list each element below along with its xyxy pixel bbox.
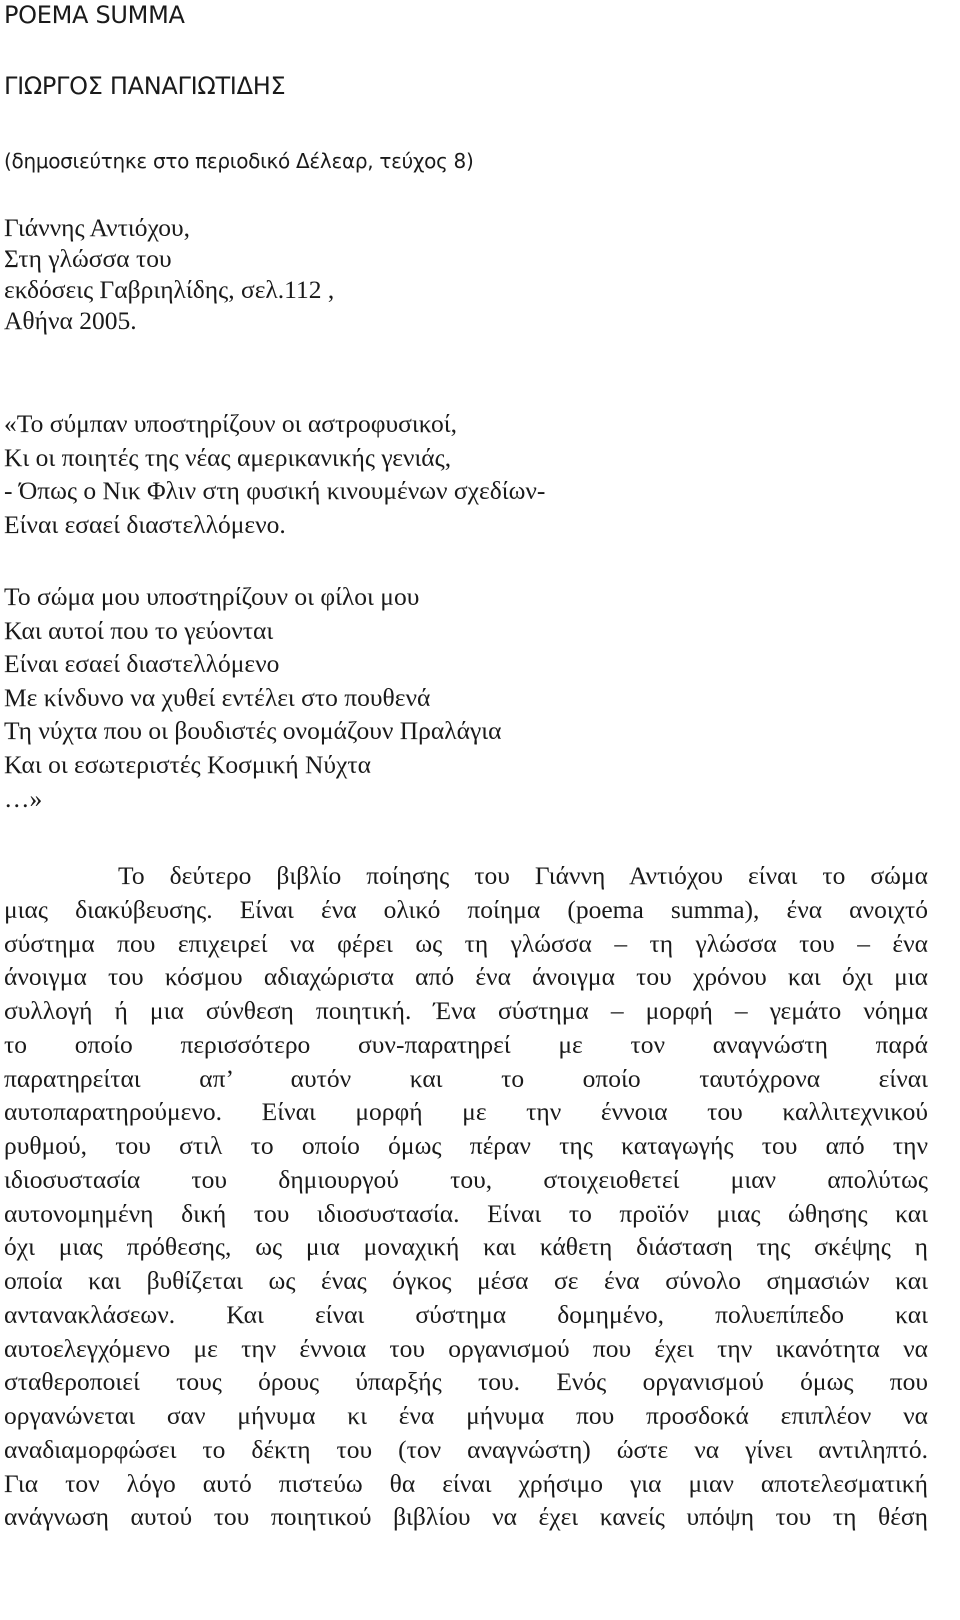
poem-line: Είναι εσαεί διαστελλόμενο	[4, 649, 280, 679]
essay-line: αυτοπαρατηρούμενο. Είναι μορφή με την έννοια του καλλιτεχνικού	[4, 1097, 928, 1127]
poem-line: «Το σύμπαν υποστηρίζουν οι αστροφυσικοί,	[4, 409, 457, 438]
essay-line: άνοιγμα του κόσμου αδιαχώριστα από ένα άνοιγμα του χρόνου και όχι μια	[4, 962, 928, 992]
essay-line: αυτονομημένη δική του ιδιοσυστασία. Είναι το προϊόν μιας ώθησης και	[4, 1198, 928, 1228]
essay-line: οργανώνεται σαν μήνυμα κι ένα μήνυμα που προσδοκά επιπλέον να	[4, 1401, 928, 1430]
essay-line: όχι μιας πρόθεσης, ως μια μοναχική και κάθετη διάσταση της σκέψης η	[4, 1232, 928, 1262]
essay-line: ρυθμού, του στιλ το οποίο όμως πέραν της καταγωγής του από την	[4, 1131, 928, 1160]
essay-line: Για τον λόγο αυτό πιστεύω θα είναι χρήσιμο για μιαν αποτελεσματική	[4, 1468, 928, 1498]
poem-line: - Όπως ο Νικ Φλιν στη φυσική κινουμένων σχεδίων-	[4, 476, 546, 506]
citation-line: Γιάννης Αντιόχου,	[4, 213, 190, 242]
essay-line: αυτοελεγχόμενο με την έννοια του οργανισμού που έχει την ικανότητα να	[4, 1333, 928, 1363]
poem-line: Και αυτοί που το γεύονται	[4, 615, 274, 645]
essay-line: Το δεύτερο βιβλίο ποίησης του Γιάννη Αντιόχου είναι το σώμα	[118, 861, 928, 890]
essay-line: μιας διακύβευσης. Είναι ένα ολικό ποίημα (poema summa), ένα ανοιχτό	[4, 894, 928, 924]
essay-line: οποία και βυθίζεται ως ένας όγκος μέσα σε ένα σύνολο σημασιών και	[4, 1266, 928, 1295]
author-name: ΓΙΩΡΓΟΣ ΠΑΝΑΓΙΩΤΙΔΗΣ	[4, 72, 286, 100]
poem-line: Τη νύχτα που οι βουδιστές ονομάζουν Πραλάγια	[4, 716, 502, 746]
citation-line: εκδόσεις Γαβριηλίδης, σελ.112 ,	[4, 275, 335, 304]
essay-line: το οποίο περισσότερο συν-παρατηρεί με τον αναγνώστη παρά	[4, 1029, 928, 1059]
citation-line: Αθήνα 2005.	[4, 306, 137, 335]
essay-line: σταθεροποιεί τους όρους ύπαρξής του. Ενός οργανισμού όμως που	[4, 1367, 928, 1397]
poem-line: …»	[4, 783, 43, 813]
essay-line: σύστημα που επιχειρεί να φέρει ως τη γλώσσα – τη γλώσσα του – ένα	[4, 928, 928, 958]
essay-line: ανάγνωση αυτού του ποιητικού βιβλίου να έχει κανείς υπόψη του τη θέση	[4, 1502, 928, 1532]
essay-line: συλλογή ή μια σύνθεση ποιητική. Ένα σύστημα – μορφή – γεμάτο νόημα	[4, 996, 928, 1025]
document-title: ΡΟΕΜΑ SUMMA	[4, 1, 185, 29]
essay-line: αντανακλάσεων. Και είναι σύστημα δομημένο, πολυεπίπεδο και	[4, 1299, 928, 1329]
poem-line: Και οι εσωτεριστές Κοσμική Νύχτα	[4, 749, 371, 779]
poem-line: Με κίνδυνο να χυθεί εντέλει στο πουθενά	[4, 682, 431, 712]
poem-stanza-2	[4, 580, 501, 815]
essay-paragraph	[4, 859, 928, 1534]
poem-line: Το σώμα μου υποστηρίζουν οι φίλοι μου	[4, 582, 420, 611]
publication-note: (δημοσιεύτηκε στο περιοδικό Δέλεαρ, τεύχος 8)	[4, 149, 474, 173]
essay-line: ιδιοσυστασία του δημιουργού του, στοιχειοθετεί μιαν απολύτως	[4, 1164, 928, 1194]
poem-line: Κι οι ποιητές της νέας αμερικανικής γενιάς,	[4, 442, 452, 472]
essay-line: αναδιαμορφώσει το δέκτη του (τον αναγνώστη) ώστε να γίνει αντιληπτό.	[4, 1434, 928, 1464]
book-citation	[4, 212, 334, 336]
citation-line: Στη γλώσσα του	[4, 244, 172, 273]
poem-line: Είναι εσαεί διαστελλόμενο.	[4, 509, 286, 539]
poem-stanza-1	[4, 407, 545, 541]
essay-line: παρατηρείται απ’ αυτόν και το οποίο ταυτόχρονα είναι	[4, 1063, 928, 1093]
